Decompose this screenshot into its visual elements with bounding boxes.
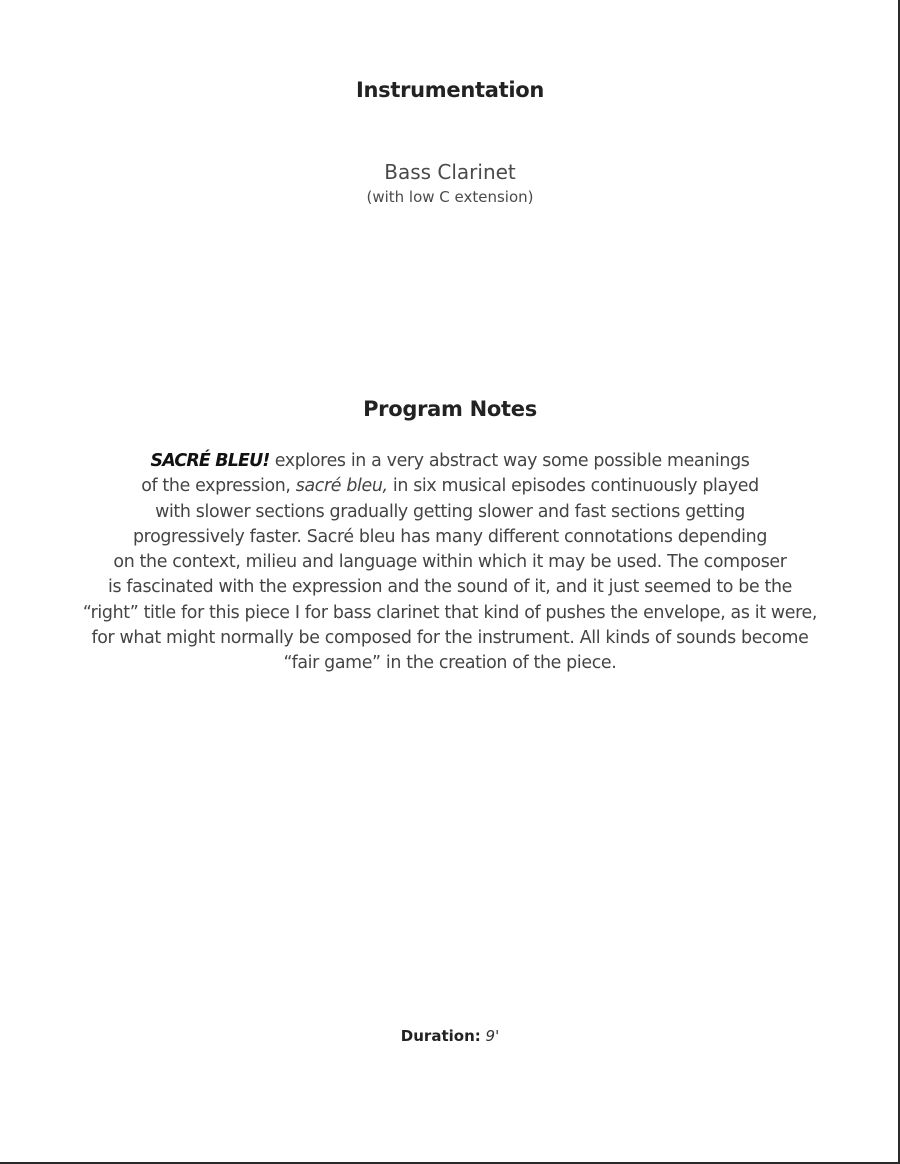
notes-line [0, 474, 900, 499]
notes-text: explores in a very abstract way some possible meanings [269, 451, 750, 471]
instrument-name: Bass Clarinet [384, 160, 516, 184]
program-notes-body [0, 449, 900, 677]
notes-line: for what might normally be composed for the instrument. All kinds of sounds become [91, 628, 809, 649]
notes-text: in six musical episodes continuously played [387, 476, 759, 497]
instrument-extension-note: (with low C extension) [366, 188, 534, 206]
instrumentation-heading: Instrumentation [355, 78, 544, 102]
program-notes-heading: Program Notes [363, 397, 537, 421]
duration-label: Duration: [400, 1027, 481, 1045]
notes-line: “fair game” in the creation of the piece. [283, 653, 617, 674]
duration-value: 9' [485, 1027, 500, 1045]
duration [0, 1027, 900, 1045]
notes-line: is fascinated with the expression and the sound of it, and it just seemed to be the [108, 577, 792, 598]
notes-line: progressively faster. Sacré bleu has many different connotations depending [132, 526, 768, 547]
notes-line [0, 449, 900, 474]
notes-line: with slower sections gradually getting slower and fast sections getting [155, 501, 745, 522]
notes-text: of the expression, [141, 476, 296, 497]
notes-italic-phrase: sacré bleu, [295, 476, 388, 497]
piece-title: SACRÉ BLEU! [150, 451, 270, 471]
notes-line: “right” title for this piece I for bass clarinet that kind of pushes the envelope, as it were, [82, 602, 818, 623]
notes-line: on the context, milieu and language within which it may be used. The composer [113, 552, 787, 573]
